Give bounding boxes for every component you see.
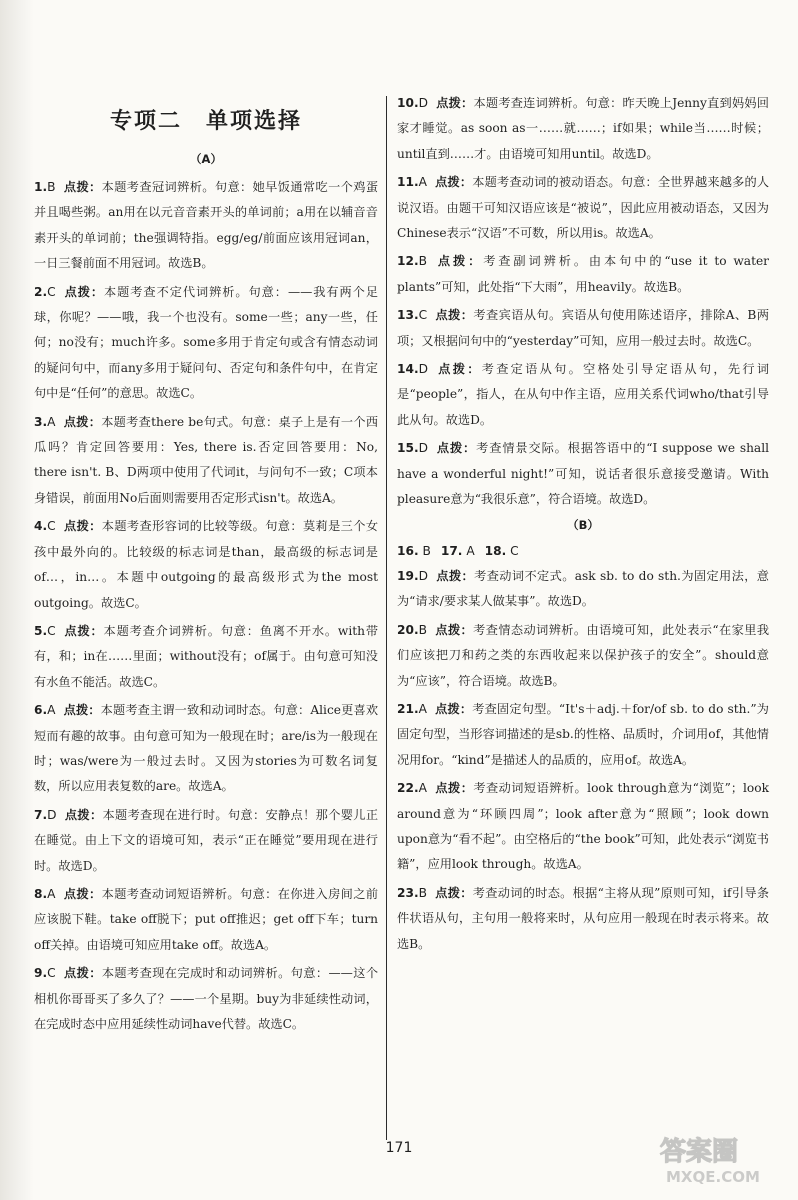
answer-number: 21. — [397, 701, 419, 716]
answer-choice: A — [47, 414, 56, 429]
hint-tag: 点拨： — [435, 308, 474, 323]
answer-choice: C — [510, 543, 519, 558]
answer-number: 11. — [397, 175, 419, 190]
hint-tag: 点拨： — [435, 362, 482, 377]
answer-choice: A — [418, 701, 427, 716]
answer-choice: C — [47, 623, 56, 638]
answer-choice: D — [418, 441, 428, 456]
hint-tag: 点拨： — [434, 781, 474, 796]
explanation-text: 考查定语从句。空格处引导定语从句，先行词是“people”，指人，在从句中作主语，应用关系代词who/that引导此从句。故选D。 — [397, 362, 770, 427]
answer-choice: C — [47, 284, 56, 299]
hint-tag: 点拨： — [434, 175, 473, 190]
answer-choice: A — [418, 781, 427, 796]
answer-choice: B — [422, 543, 431, 558]
answer-number: 23. — [397, 885, 419, 900]
answer-choice: D — [47, 807, 57, 822]
answer-choice: C — [47, 966, 56, 981]
answer-item — [397, 303, 769, 354]
answer-item — [397, 776, 769, 878]
explanation-text: 考查副词辨析。由本句中的“use it to water plants”可知，此处指“下大雨”，用heavily。故选B。 — [397, 254, 770, 294]
answer-item — [397, 91, 769, 167]
section-label-b: （B） — [567, 517, 599, 532]
answer-item — [397, 436, 769, 512]
explanation-text: 本题考查现在进行时。句意：安静点！那个婴儿正在睡觉。由上下文的语境可知，表示“正在睡觉”要用现在进行时。故选D。 — [34, 807, 379, 873]
answer-number: 2. — [34, 284, 48, 299]
answer-item — [34, 175, 378, 277]
short-answers-row — [397, 539, 769, 564]
answer-choice: B — [418, 885, 427, 900]
answer-item — [34, 803, 378, 879]
hint-tag: 点拨： — [63, 703, 101, 718]
watermark-bottom-text: MXQE.COM — [666, 1168, 760, 1186]
explanation-text: 考查情景交际。根据答语中的“I suppose we shall have a wonderful night!”可知，说话者很乐意接受邀请。With pleasure意为“我很乐意”，符合语境。故选D。 — [397, 441, 769, 507]
explanation-text: 考查宾语从句。宾语从句使用陈述语序，排除A、B两项；又根据问句中的“yesterday”可知，应用一般过去时。故选C。 — [397, 308, 770, 348]
explanation-text: 本题考查there be句式。句意：桌子上是有一个西瓜吗？肯定回答要用：Yes, there is.否定回答要用：No, there isn't. B、D两项中使用了代词it，与问句不一致；C项本身错误，前面用No后面则需要用否定形式isn't。故选A。 — [34, 414, 379, 505]
explanation-text: 本题考查动词短语辨析。句意：在你进入房间之前应该脱下鞋。take off脱下；put off推迟；get off下车；turn off关掉。由语境可知应用take off。故选A。 — [34, 886, 379, 952]
answer-choice: D — [418, 96, 428, 110]
answer-number: 17. — [440, 543, 463, 558]
answer-number: 18. — [484, 543, 507, 558]
answer-number: 9. — [34, 966, 48, 981]
answer-item — [34, 961, 378, 1037]
answer-item — [34, 280, 378, 407]
explanation-text: 考查动词的时态。根据“主将从现”原则可知，if引导条件状语从句，主句用一般将来时，从句应用一般现在时表示将来。故选B。 — [397, 885, 770, 951]
answer-item — [34, 882, 378, 958]
answer-item — [34, 619, 378, 695]
explanation-text: 考查情态动词辨析。由语境可知，此处表示“在家里我们应该把刀和药之类的东西收起来以保护孩子的安全”。should意为“应该”，符合语境。故选B。 — [397, 622, 770, 688]
answer-number: 10. — [397, 96, 419, 110]
answer-item — [397, 618, 769, 694]
answer-number: 6. — [34, 703, 48, 718]
explanation-text: 本题考查不定代词辨析。句意：——我有两个足球，你呢？——哦，我一个也没有。some一些；any一些，任何；no没有；much许多。some多用于肯定句或含有情态动词的疑问句中，而any多用于疑问句、否定句和条件句中，在肯定句中是“任何”的意思。故选C。 — [34, 284, 379, 401]
answer-choice: C — [47, 519, 56, 534]
answer-choice: A — [47, 703, 56, 718]
left-answer-list — [34, 175, 378, 1040]
hint-tag: 点拨： — [64, 807, 103, 822]
hint-tag: 点拨： — [435, 568, 475, 583]
answer-number: 7. — [34, 807, 48, 822]
answer-number: 22. — [397, 781, 419, 796]
hint-tag: 点拨： — [63, 886, 102, 901]
explanation-text: 考查动词不定式。ask sb. to do sth.为固定用法，意为“请求/要求某人做某事”。故选D。 — [397, 568, 769, 609]
hint-tag: 点拨： — [63, 414, 102, 429]
answer-number: 12. — [397, 254, 419, 269]
answer-number: 20. — [397, 622, 419, 637]
answer-item — [397, 881, 769, 957]
hint-tag: 点拨： — [434, 701, 473, 716]
answer-choice: B — [418, 254, 427, 269]
answer-item — [397, 564, 769, 615]
page-title: 专项二 单项选择 — [109, 109, 302, 134]
answer-number: 1. — [34, 180, 48, 194]
hint-tag: 点拨： — [63, 519, 102, 534]
hint-tag: 点拨： — [434, 885, 473, 900]
answer-number: 4. — [34, 519, 48, 534]
explanation-text: 本题考查动词的被动语态。句意：全世界越来越多的人说汉语。由题干可知汉语应该是“被说”，因此应用被动语态，又因为Chinese表示“汉语”不可数，所以用is。故选A。 — [397, 175, 770, 241]
answer-item — [397, 249, 769, 300]
explanation-text: 本题考查形容词的比较等级。句意：莫莉是三个女孩中最外向的。比较级的标志词是than，最高级的标志词是of…，in…。本题中outgoing的最高级形式为the most outgoing。故选C。 — [34, 519, 379, 610]
explanation-text: 考查动词短语辨析。look through意为“浏览”；look around意为“环顾四周”；look after意为“照顾”；look down upon意为“看不起”。由空格后的“the book”可知，此处表示“浏览书籍”，应用look through。故选A。 — [397, 781, 769, 872]
hint-tag: 点拨： — [63, 284, 105, 299]
page-number: 171 — [385, 1140, 413, 1156]
hint-tag: 点拨： — [63, 180, 102, 194]
answer-number: 3. — [34, 414, 48, 429]
watermark-logo — [654, 1126, 784, 1188]
hint-tag: 点拨： — [63, 966, 102, 981]
answer-item — [397, 357, 769, 433]
explanation-text: 本题考查介词辨析。句意：鱼离不开水。with带有，和；in在……里面；without没有；of属于。由句意可知没有水鱼不能活。故选C。 — [34, 623, 379, 689]
explanation-text: 本题考查现在完成时和动词辨析。句意：——这个相机你哥哥买了多久了？——一个星期。buy为非延续性动词，在完成时态中应用延续性动词have代替。故选C。 — [34, 966, 379, 1031]
explanation-text: 本题考查冠词辨析。句意：她早饭通常吃一个鸡蛋并且喝些粥。an用在以元音音素开头的单词前；a用在以辅音音素开头的单词前；the强调特指。egg/eg/前面应该用冠词an，一日三餐前面不用冠词。故选B。 — [34, 180, 379, 271]
answer-item — [397, 697, 769, 773]
right-answer-list — [397, 91, 769, 960]
explanation-text: 本题考查连词辨析。句意：昨天晚上Jenny直到妈妈回家才睡觉。as soon as一……就……；if如果；while当……时候；until直到……才。由语境可知用until。故选D。 — [397, 96, 769, 161]
answer-number: 14. — [397, 362, 419, 377]
binding-shadow — [0, 0, 34, 1200]
hint-tag: 点拨： — [435, 96, 474, 110]
column-divider — [386, 96, 387, 1140]
answer-item — [34, 514, 378, 616]
answer-choice: D — [418, 362, 428, 377]
explanation-text: 考查固定句型。“It's＋adj.＋for/of sb. to do sth.”为固定句型，当形容词描述的是sb.的性格、品质时，介词用of，其他情况用for。“kind”是描述人的品质的，应用of。故选A。 — [397, 701, 769, 767]
answer-item — [34, 410, 378, 512]
section-label-a: （A） — [190, 152, 222, 166]
answer-number: 13. — [397, 308, 419, 323]
answer-item — [397, 170, 769, 246]
hint-tag: 点拨： — [435, 441, 477, 456]
answer-choice: B — [47, 180, 56, 194]
hint-tag: 点拨： — [434, 254, 484, 269]
hint-tag: 点拨： — [63, 623, 104, 638]
answer-number: 5. — [34, 623, 48, 638]
explanation-text: 本题考查主谓一致和动词时态。句意：Alice更喜欢短而有趣的故事。由句意可知为一般现在时；are/is为一般现在时；was/were为一般过去时。又因为stories为可数名词复数，所以应用表复数的are。故选A。 — [34, 703, 379, 794]
answer-choice: D — [418, 568, 428, 583]
watermark-top-text: 答案圈 — [660, 1137, 739, 1167]
answer-choice: A — [418, 175, 427, 190]
answer-choice: C — [418, 308, 428, 323]
answer-item — [34, 698, 378, 800]
answer-choice: A — [47, 886, 56, 901]
answer-number: 15. — [397, 441, 419, 456]
answer-number: 19. — [397, 568, 419, 583]
answer-choice: A — [466, 543, 475, 558]
watermark-logo-icon — [654, 1126, 784, 1188]
hint-tag: 点拨： — [434, 622, 474, 637]
answer-number: 16. — [397, 543, 419, 558]
answer-choice: B — [418, 622, 427, 637]
answer-number: 8. — [34, 886, 48, 901]
